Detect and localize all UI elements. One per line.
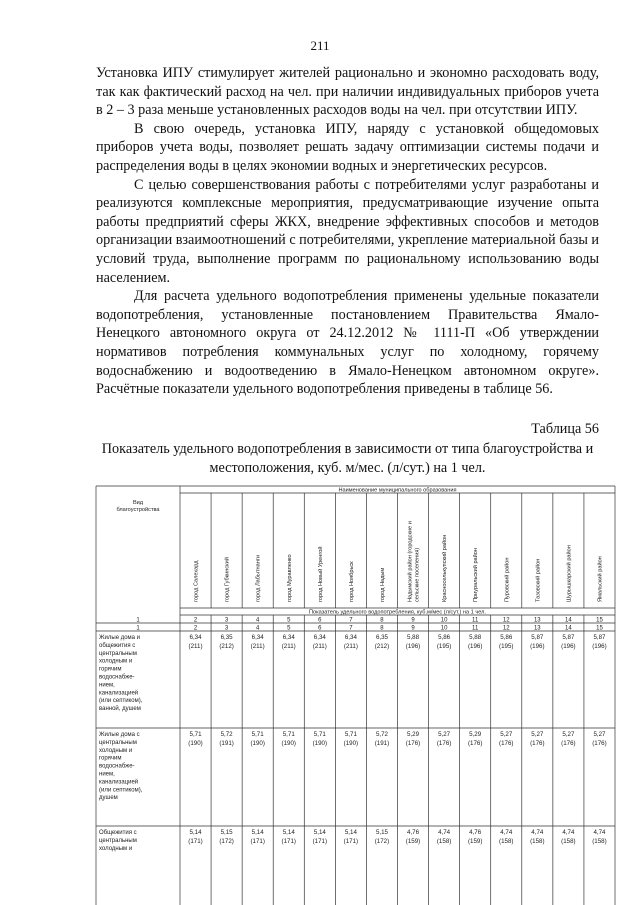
cell-value: 4,74 [438, 829, 451, 836]
column-number: 3 [224, 617, 229, 624]
cell-liters: (190) [250, 740, 265, 747]
column-number: 5 [287, 625, 291, 632]
column-number: 3 [224, 625, 229, 632]
column-header: Тазовский район [535, 558, 542, 602]
cell-value: 5,87 [531, 634, 544, 641]
row-name: Жилые дома с центральным холодным и горячим водоснабже-нием, канализацией (или септиком), душем [99, 732, 143, 802]
cell-value: 5,14 [344, 829, 357, 836]
column-header: город Надым [379, 567, 386, 602]
paragraph-4: Для расчета удельного водопотребления применены удельные показатели водопотребления, установленные постановлением Правительства Ямало-Ненецкого автономного округа от 24.12.2012 № 1111-П «Об утверждении нормативов потребления коммунальных услуг по холодному, горячему водоснабжению и водоотведению в Ямало-Ненецком автономном округе». Расчётные показатели удельного водопотребления приведены в таблице 56. [96, 288, 599, 398]
cell-value: 5,72 [375, 731, 388, 738]
cell-liters: (196) [561, 643, 576, 650]
column-number: 15 [596, 617, 603, 624]
cell-liters: (190) [281, 740, 296, 747]
cell-value: 5,86 [500, 634, 513, 641]
column-number: 1 [136, 625, 140, 632]
cell-value: 6,35 [220, 634, 233, 641]
row-name: Жилые дома и общежития с центральным холодным и горячим водоснабже-нием, канализацией (или септиком), ванной, душем [99, 635, 143, 713]
cell-liters: (171) [281, 838, 296, 845]
cell-value: 5,71 [189, 731, 202, 738]
cell-value: 5,71 [251, 731, 264, 738]
cell-value: 6,34 [251, 634, 264, 641]
cell-value: 6,34 [313, 634, 326, 641]
cell-value: 4,76 [469, 829, 482, 836]
column-number: 13 [533, 625, 541, 632]
cell-liters: (171) [312, 838, 328, 845]
column-number: 14 [565, 625, 572, 632]
cell-value: 5,71 [344, 731, 357, 738]
cell-liters: (211) [250, 643, 265, 650]
cell-value: 4,74 [531, 829, 544, 836]
cell-value: 4,76 [407, 829, 420, 836]
cell-value: 4,74 [500, 829, 513, 836]
column-number: 5 [287, 617, 291, 624]
column-header: город Губкинский [224, 557, 231, 602]
column-number: 2 [193, 625, 198, 632]
paragraph-3: С целью совершенствования работы с потребителями услуг разработаны и реализуются комплексные мероприятия, предусматривающие изучение опыта работы предприятий сферы ЖКХ, внедрение эффективных способов и методов организации взаимоотношений с потребителями, укрепление материальной базы и условий труда, выполнение программ по рациональному использованию воды населением. [96, 176, 599, 286]
cell-liters: (172) [374, 838, 390, 845]
cell-value: 5,14 [251, 829, 264, 836]
cell-liters: (195) [436, 643, 452, 650]
cell-value: 5,88 [407, 634, 420, 641]
paragraph-2: В свою очередь, установка ИПУ, наряду с установкой общедомовых приборов учета воды, позволяет решать задачу оптимизации системы подачи и распределения воды в целях экономии водных и энергетических ресурсов. [96, 120, 599, 174]
cell-liters: (176) [436, 740, 452, 747]
column-header: город Салехард [193, 560, 200, 602]
column-header: Шурышкарский район [566, 545, 573, 602]
cell-liters: (159) [467, 838, 483, 845]
cell-liters: (212) [374, 643, 390, 650]
column-number: 10 [440, 625, 448, 632]
column-number: 11 [472, 625, 479, 632]
column-number: 12 [502, 625, 510, 632]
cell-value: 5,29 [407, 731, 420, 738]
column-header: Приуральский район [473, 548, 480, 602]
table-label: Таблица 56 [531, 421, 599, 437]
column-number: 9 [411, 617, 415, 624]
cell-value: 5,71 [282, 731, 295, 738]
table-title: Показатель удельного водопотребления в зависимости от типа благоустройства и местоположения, куб. м/мес. (л/сут.) на 1 чел. [101, 441, 594, 476]
cell-liters: (190) [188, 740, 203, 747]
cell-liters: (176) [467, 740, 483, 747]
cell-liters: (176) [561, 740, 576, 747]
cell-value: 5,27 [593, 731, 606, 738]
cell-liters: (171) [250, 838, 265, 845]
paragraph-1: Установка ИПУ стимулирует жителей рационально и экономно расходовать воду, так как фактический расход на чел. при наличии индивидуальных приборов учета в 2 – 3 раза меньше установленных расходов воды на чел. при отсутствии ИПУ. [96, 65, 599, 119]
cell-liters: (158) [436, 838, 452, 845]
cell-liters: (195) [499, 643, 514, 650]
cell-value: 5,15 [375, 829, 388, 836]
cell-value: 5,27 [531, 731, 544, 738]
cell-liters: (196) [530, 643, 545, 650]
column-number: 6 [318, 625, 322, 632]
cell-liters: (158) [561, 838, 576, 845]
cell-liters: (191) [219, 740, 234, 747]
column-number: 8 [380, 617, 384, 624]
cell-liters: (158) [499, 838, 514, 845]
column-number: 6 [318, 617, 322, 624]
subheader-label: Показатель удельного водопотребления, куб.м/мес (л/сут.) на 1 чел. [308, 609, 487, 616]
cell-liters: (176) [405, 740, 421, 747]
cell-value: 5,14 [189, 829, 202, 836]
column-number: 10 [440, 617, 448, 624]
cell-liters: (190) [343, 740, 359, 747]
cell-value: 5,14 [313, 829, 326, 836]
cell-value: 6,35 [375, 634, 388, 641]
column-number: 9 [411, 625, 415, 632]
cell-value: 4,74 [562, 829, 575, 836]
cell-liters: (212) [219, 643, 234, 650]
cell-liters: (176) [499, 740, 514, 747]
column-header: город Лабытнанги [255, 555, 262, 602]
cell-liters: (171) [343, 838, 359, 845]
cell-value: 5,27 [562, 731, 575, 738]
cell-liters: (172) [219, 838, 234, 845]
cell-liters: (196) [467, 643, 483, 650]
cell-liters: (176) [530, 740, 545, 747]
cell-liters: (211) [281, 643, 296, 650]
cell-value: 5,27 [438, 731, 451, 738]
cell-value: 6,34 [282, 634, 295, 641]
cell-value: 6,34 [344, 634, 357, 641]
cell-liters: (190) [312, 740, 328, 747]
cell-value: 6,34 [189, 634, 202, 641]
header-group-label: Наименование муниципального образования [338, 487, 457, 494]
column-number: 4 [256, 625, 260, 632]
column-number: 4 [256, 617, 260, 624]
cell-liters: (158) [530, 838, 545, 845]
column-number: 1 [136, 617, 140, 624]
column-header: Ямальский район [597, 556, 604, 602]
cell-liters: (211) [312, 643, 327, 650]
column-number: 12 [502, 617, 510, 624]
cell-liters: (158) [592, 838, 607, 845]
row-name: Общежития с центральным холодным и [99, 830, 137, 852]
column-number: 7 [349, 617, 353, 624]
column-header: Красноселькупский район [442, 534, 449, 602]
page-number: 211 [310, 38, 330, 53]
cell-liters: (176) [592, 740, 607, 747]
cell-value: 5,15 [220, 829, 233, 836]
header-first-label: Вид благоустройства [116, 500, 160, 513]
cell-value: 5,71 [313, 731, 326, 738]
cell-liters: (196) [592, 643, 607, 650]
cell-value: 5,88 [469, 634, 482, 641]
cell-liters: (211) [188, 643, 203, 650]
column-header: Надымский район (городские исельские поселения) [407, 521, 421, 602]
column-number: 13 [533, 617, 541, 624]
column-header: Пуровский район [504, 557, 511, 602]
cell-value: 5,87 [593, 634, 606, 641]
cell-liters: (196) [405, 643, 421, 650]
cell-liters: (191) [374, 740, 390, 747]
cell-value: 5,29 [469, 731, 482, 738]
column-number: 8 [380, 625, 384, 632]
column-number: 7 [349, 625, 353, 632]
cell-liters: (211) [343, 643, 358, 650]
cell-liters: (171) [188, 838, 203, 845]
column-header: город Новый Уренгой [317, 546, 324, 602]
column-number: 11 [472, 617, 479, 624]
column-number: 14 [565, 617, 572, 624]
column-header: город Ноябрьск [348, 561, 355, 602]
cell-value: 5,72 [220, 731, 233, 738]
column-number: 15 [596, 625, 603, 632]
cell-value: 5,86 [438, 634, 451, 641]
cell-value: 4,74 [593, 829, 606, 836]
column-header: город Муравленко [286, 554, 293, 602]
column-number: 2 [193, 617, 198, 624]
cell-liters: (159) [405, 838, 421, 845]
cell-value: 5,14 [282, 829, 295, 836]
cell-value: 5,87 [562, 634, 575, 641]
cell-value: 5,27 [500, 731, 513, 738]
